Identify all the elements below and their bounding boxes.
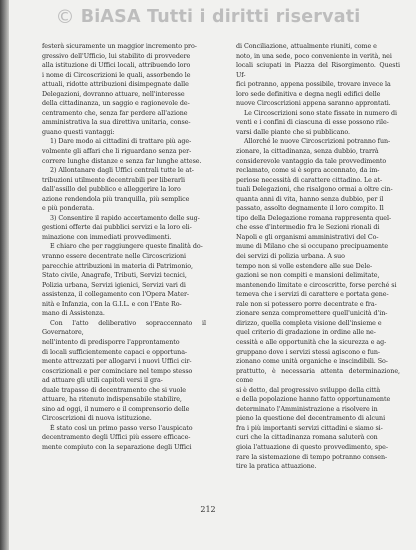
text-line: cessità e alle opportunità che la sicurezza e ag-: [236, 338, 387, 346]
text-line: gruppano dove i servizi stessi agiscono e fun-: [236, 348, 380, 356]
text-line: varsi dalle piante che si pubblicano.: [236, 128, 350, 136]
text-line: curi che la cittadinanza romana saluterà con: [236, 434, 378, 442]
text-line: Napoli e gli organismi amministrativi del Co-: [236, 233, 379, 241]
text-line: coscrizionali e per cominciare nel tempo stesso: [42, 367, 193, 375]
text-line: si è detto, dal progressivo sviluppo della città: [236, 386, 381, 394]
text-line: mantenendo limitate e circoscritte, forse perché si: [236, 281, 397, 289]
text-line: prattutto, è necessaria attenta determinazione, come: [236, 367, 400, 385]
text-line: mano di Assistenza.: [42, 310, 105, 318]
text-line: periose necessità di carattere cittadino. Le at-: [236, 176, 383, 184]
text-line: ad attuare gli utili capitoli versi il gra-: [42, 377, 163, 385]
text-line: mente compiuto con la separazione degli Uffici: [42, 443, 192, 451]
text-line: pieno la questione del decentramento di alcuni: [236, 415, 386, 423]
text-line: determinato l'Amministrazione a risolvere in: [236, 405, 378, 413]
text-line: dei servizi di polizia urbana. A suo: [236, 253, 345, 261]
binding-shadow: [0, 0, 9, 550]
text-line: minazione con immediati provvedimenti.: [42, 233, 172, 241]
text-line: fra i più importanti servizi cittadini e siamo si-: [236, 424, 383, 432]
text-line: correre lunghe distanze e senza far lunghe attese.: [42, 157, 202, 165]
watermark-text: BiASA Tutti i diritti riservati: [80, 7, 361, 27]
text-line: rale non si potessero porre decentrate e fra-: [236, 300, 377, 308]
text-line: rare la sistemazione di tempo potranno consen-: [236, 453, 388, 461]
text-line: zionare senza compromettere quell'unicità d'in-: [236, 310, 388, 318]
text-line: Circoscrizioni di nuova istituzione.: [42, 415, 152, 423]
text-line: nità e Infanzia, con la G.I.L. e con l'Ente Ro-: [42, 300, 182, 308]
text-line: decentramento degli Uffici più essere efficace-: [42, 434, 191, 442]
text-line: tuali Delegazioni, che risalgono ormai a oltre cin-: [236, 186, 393, 194]
text-line: È stato così un primo passo verso l'auspicato: [50, 424, 193, 432]
text-line: di Conciliazione, attualmente riuniti, come e: [236, 43, 377, 50]
text-line: gressivo dell'Ufficio, lui stabilito di provvedere: [42, 52, 191, 60]
text-line: volmente gli affari che li riguardano senza per-: [42, 148, 192, 156]
text-line: venti e i confini di ciascuna di esse possono rile-: [236, 119, 389, 127]
text-line: 1) Dare modo ai cittadini di trattare più age-: [50, 138, 192, 146]
text-line: azione rendendola più tranquilla, più semplice: [42, 195, 190, 203]
text-line: fici potranno, appena possibile, trovare invece la: [236, 81, 391, 89]
text-line: e più ponderata.: [42, 205, 95, 213]
text-line: vranno essere decentrate nelle Circoscrizioni: [42, 253, 187, 261]
text-line: gestioni offerte dai pubblici servizi e la loro eli-: [42, 224, 192, 232]
text-line: dall'assillo del pubblico e alleggerire la loro: [42, 186, 181, 194]
text-line: mune di Milano che si occupano precipuamente: [236, 243, 389, 251]
text-line: zionano come unità organiche e inscindibili. So-: [236, 358, 388, 366]
text-line: Stato civile, Anagrafe, Tributi, Servizi tecnici,: [42, 272, 187, 280]
text-line: gioia l'attuazione di questo provvedimento, spe-: [236, 443, 388, 451]
text-line: festerà sicuramente un maggior incremento pro-: [42, 43, 197, 50]
text-line: 3) Consentire il rapido accertamento delle sug-: [50, 214, 200, 222]
text-line: assistenza, il collegamento con l'Opera Mater-: [42, 291, 190, 299]
page-number: 212: [200, 505, 216, 514]
text-line: quel criterio di gradazione in ordine alle ne-: [236, 329, 376, 337]
text-line: attuali, ridotte attribuzioni disimpegnate dalle: [42, 81, 189, 89]
text-line: quanta anni di vita, hanno senza dubbio, per il: [236, 195, 384, 203]
text-line: considerevole vantaggio da tale provvedimento: [236, 157, 387, 165]
right-text-column: [236, 42, 400, 472]
text-line: amministrativa la sua direttiva unitaria, conse-: [42, 119, 191, 127]
text-line: nell'intento di predisporre l'approntamento: [42, 338, 180, 346]
text-line: della cittadinanza, un saggio e ragionevole de-: [42, 100, 190, 108]
text-line: i nome di Circoscrizioni le quali, assorbendo le: [42, 71, 191, 79]
text-line: gazioni se non compiti e mansioni delimitate,: [236, 272, 380, 280]
text-line: Delegazioni, dovranno attuare, nell'interesse: [42, 90, 185, 98]
text-line: reclamato, come si è sopra accennato, da im-: [236, 167, 380, 175]
text-line: mente attrezzati per allogarvi i nuovi Uffici cir-: [42, 358, 192, 366]
text-line: zionare, la cittadinanza, senza dubbio, trarrà: [236, 148, 379, 156]
text-line: 2) Allontanare dagli Uffici centrali tutte le at-: [50, 167, 194, 175]
text-line: dirizzo, quella completa visione dell'insieme e: [236, 319, 382, 327]
text-line: che esse d'intermedio fra le Sezioni rionali di: [236, 224, 380, 232]
text-line: Allorché le nuove Circoscrizioni potranno fun-: [244, 138, 391, 146]
text-line: guano questi vantaggi:: [42, 128, 115, 136]
text-line: tire la pratica attuazione.: [236, 463, 317, 471]
text-line: attuare, ha ritenuto indispensabile stabilire,: [42, 396, 182, 404]
text-line: e della popolazione hanno fatto opportunamente: [236, 396, 391, 404]
text-line: di locali sufficientemente capaci e opportuna-: [42, 348, 188, 356]
watermark: [0, 6, 416, 28]
text-line: nuove Circoscrizioni appena saranno approntati.: [236, 100, 391, 108]
text-line: centramento che, senza far perdere all'azione: [42, 109, 188, 117]
text-line: loro sede definitiva e degna negli edifici delle: [236, 90, 381, 98]
text-line: E chiaro che per raggiungere queste finalità do-: [50, 243, 203, 251]
text-line: duale trapasso di decentramento che si vuole: [42, 386, 186, 394]
copyright-icon: ©: [55, 6, 75, 28]
text-line: tribuzioni utilmente decentrabili per liberarli: [42, 176, 185, 184]
text-line: passato, assolto degnamente il loro compito. Il: [236, 205, 384, 213]
text-line: Le Circoscrizioni sono state fissate in numero di: [244, 109, 397, 117]
text-line: sino ad oggi, il numero e il comprensorio delle: [42, 405, 190, 413]
text-line: alla istituzione di Uffici locali, attribuendo loro: [42, 62, 191, 70]
text-line: tipo della Delegazione romana rappresenta quel-: [236, 214, 392, 222]
text-line: temeva che i servizi di carattere e portata gene-: [236, 291, 389, 299]
text-line: locali sciupati in Piazza del Risorgimento. Questi Uf-: [236, 62, 400, 79]
text-line: parecchie attribuzioni in materia di Patrimonio,: [42, 262, 193, 270]
text-line: Polizia urbana, Servizi igienici, Servizi vari di: [42, 281, 186, 289]
text-line: Con l'atto deliberativo sopraccennato il Governatore,: [42, 319, 206, 337]
text-line: noto, in una sede, poco conveniente in verità, nei: [236, 52, 392, 60]
text-line: tempo non si volle estendere alle sue Dele-: [236, 262, 373, 270]
left-text-column: [42, 42, 206, 453]
